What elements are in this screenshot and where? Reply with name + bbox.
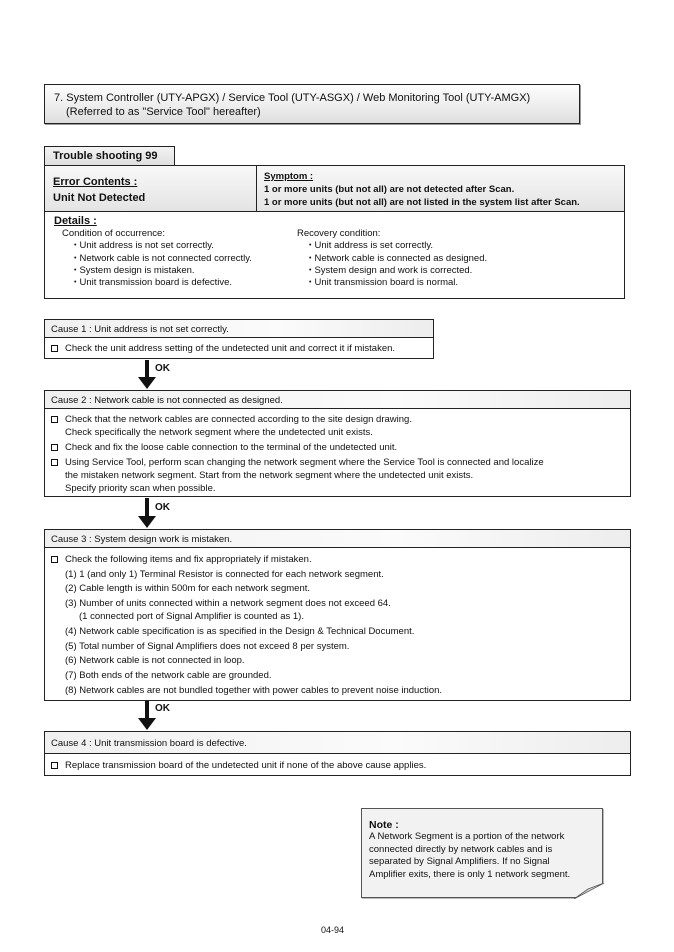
trouble-shooting-tab: Trouble shooting 99 [44,146,175,166]
note-line: separated by Signal Amplifiers. If no Signal [369,856,550,868]
occurrence-heading: Condition of occurrence: [62,228,165,240]
note-label: Note : [369,819,399,831]
down-arrow-icon [137,360,157,390]
recovery-item: • Unit address is set correctly. [309,240,487,252]
details-label: Details : [54,215,97,227]
note-line: connected directly by network cables and is [369,843,553,855]
check-text: the mistaken network segment. Start from the network segment where the undetected unit exists. [65,470,474,481]
symptom-label: Symptom : [264,171,314,182]
ok-label: OK [155,703,170,714]
cause-1-title: Cause 1 : Unit address is not set correctly. [45,320,433,338]
check-item [51,342,427,355]
check-text: Check that the network cables are connected according to the site design drawing. [65,414,412,425]
occurrence-item: • System design is mistaken. [74,265,287,277]
down-arrow-icon [137,701,157,731]
symptom-line: 1 or more units (but not all) are not detected after Scan. [264,184,515,195]
occurrence-item: • Unit transmission board is defective. [74,277,287,289]
cause-3-title: Cause 3 : System design work is mistaken. [45,530,630,548]
ok-label: OK [155,363,170,374]
symptom-line: 1 or more units (but not all) are not listed in the system list after Scan. [264,197,580,208]
occurrence-item: • Network cable is not connected correctly. [74,253,287,265]
symptom [257,166,624,211]
page-number: 04-94 [321,925,345,935]
note-box [361,808,603,898]
check-text: Specify priority scan when possible. [65,483,216,494]
design-check-item: (8) Network cables are not bundled together with power cables to prevent noise induction. [65,685,443,697]
design-check-item: (1) 1 (and only 1) Terminal Resistor is connected for each network segment. [65,568,384,580]
error-contents [45,166,257,211]
section-title: 7. System Controller (UTY-APGX) / Service Tool (UTY-ASGX) / Web Monitoring Tool (UTY-AMGX) [54,92,531,104]
note-line: A Network Segment is a portion of the network [369,831,565,843]
check-text: Check specifically the network segment where the undetected unit exists. [65,427,373,438]
cause-3-box [44,529,631,701]
cause-2-box [44,390,631,497]
design-check-note: (1 connected port of Signal Amplifier is counted as 1). [79,611,304,623]
checkbox-icon [51,459,58,466]
check-text: Replace transmission board of the undetected unit if none of the above cause applies. [65,760,427,771]
check-item [51,413,624,439]
checkbox-icon [51,416,58,423]
cause-2-title: Cause 2 : Network cable is not connected as designed. [45,391,630,409]
recovery-conditions [287,228,487,289]
check-item [51,441,624,454]
design-check-item: (6) Network cable is not connected in loop. [65,655,245,667]
checkbox-icon [51,556,58,563]
error-contents-label: Error Contents : [53,176,138,188]
check-text: Check the unit address setting of the undetected unit and correct it if mistaken. [65,343,396,354]
checkbox-icon [51,762,58,769]
error-contents-value: Unit Not Detected [53,192,146,204]
design-check-item: (2) Cable length is within 500m for each network segment. [65,583,311,595]
cause-1-box [44,319,434,359]
recovery-heading: Recovery condition: [297,228,381,240]
down-arrow-icon [137,498,157,529]
check-item [51,759,624,772]
cause-4-box [44,731,631,776]
note-line: Amplifier exits, there is only 1 network segment. [369,868,571,880]
ok-label: OK [155,502,170,513]
occurrence-item: • Unit address is not set correctly. [74,240,287,252]
check-item [51,456,624,495]
error-header [44,165,625,212]
check-text: Check the following items and fix appropriately if mistaken. [65,554,312,565]
recovery-item: • Network cable is connected as designed. [309,253,487,265]
design-check-item: (5) Total number of Signal Amplifiers does not exceed 8 per system. [65,640,350,652]
section-subtitle: (Referred to as "Service Tool" hereafter) [66,106,261,118]
design-check-item: (7) Both ends of the network cable are grounded. [65,670,272,682]
recovery-item: • System design and work is corrected. [309,265,487,277]
design-check-item: (3) Number of units connected within a network segment does not exceed 64. [65,598,391,610]
checkbox-icon [51,444,58,451]
details-section [44,211,625,299]
checkbox-icon [51,345,58,352]
cause-4-title: Cause 4 : Unit transmission board is defective. [45,732,630,754]
design-check-item: (4) Network cable specification is as specified in the Design & Technical Document. [65,625,415,637]
page-curl-icon [574,883,604,899]
check-text: Check and fix the loose cable connection to the terminal of the undetected unit. [65,442,398,453]
section-header [44,84,580,124]
recovery-item: • Unit transmission board is normal. [309,277,487,289]
check-item [51,553,624,566]
check-text: Using Service Tool, perform scan changing the network segment where the Service Tool is connected and localize [65,457,544,468]
occurrence-conditions [54,228,287,289]
